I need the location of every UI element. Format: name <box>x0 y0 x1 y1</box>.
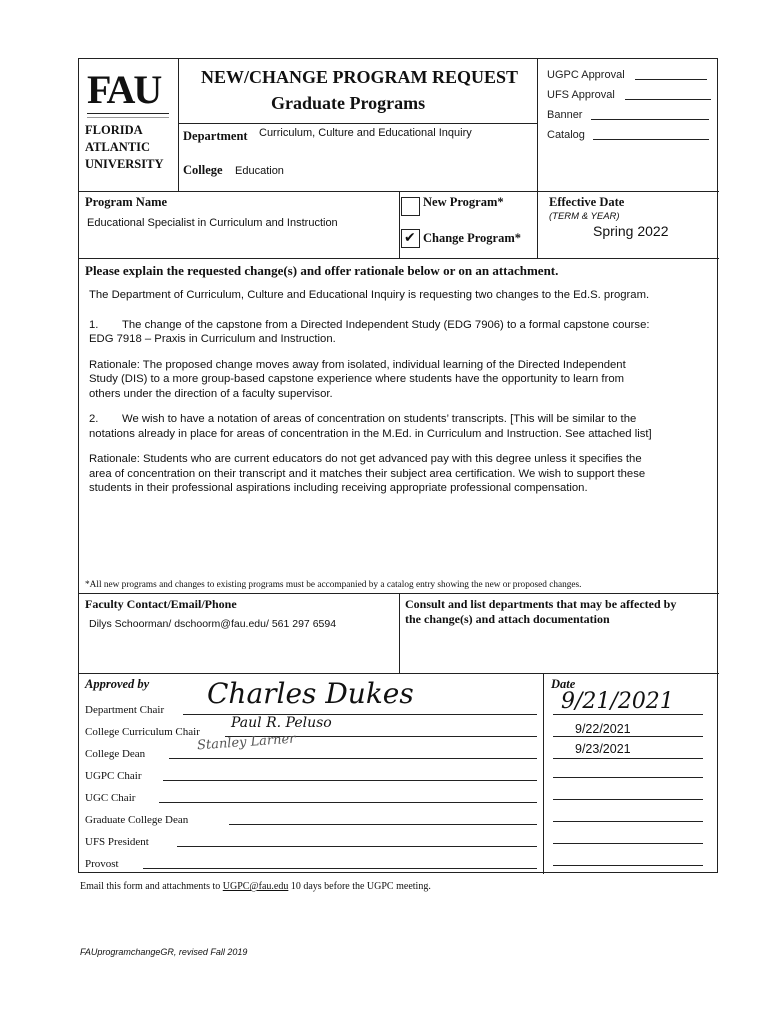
explanation-heading: Please explain the requested change(s) and offer rationale below or on an attachment. <box>85 263 559 278</box>
new-program-label: New Program* <box>423 195 504 209</box>
ufs-approval-field[interactable] <box>625 99 711 100</box>
banner-field[interactable] <box>591 119 709 120</box>
ugpc-approval-field[interactable] <box>635 79 707 80</box>
university-name-line2: ATLANTIC <box>85 140 151 154</box>
form-revision-note: FAUprogramchangeGR, revised Fall 2019 <box>80 947 248 957</box>
fau-logo-text: FAU <box>87 67 161 112</box>
item1-line2: EDG 7918 – Praxis in Curriculum and Instruction. <box>89 333 336 345</box>
program-name-value: Educational Specialist in Curriculum and Instruction <box>87 217 338 229</box>
change-program-label: Change Program* <box>423 231 522 245</box>
rationale1-line1: Rationale: The proposed change moves away from isolated, individual learning of the Directed Independent <box>89 358 626 371</box>
college-curriculum-chair-date: 9/22/2021 <box>575 722 631 736</box>
checkmark-icon: ✔ <box>404 229 416 245</box>
provost-date-line[interactable] <box>553 865 703 866</box>
graduate-college-dean-date-line[interactable] <box>553 821 703 822</box>
program-name-label: Program Name <box>85 195 168 209</box>
effective-date-value: Spring 2022 <box>593 223 669 239</box>
rationale1-line2: Study (DIS) to a more group-based capstone experience where students have the opportunity to learn from <box>89 373 625 385</box>
fau-logo <box>85 69 171 117</box>
college-dean-date-line[interactable] <box>553 758 703 759</box>
rationale2-line1: Rationale: Students who are current educators do not get advanced pay with this degree unless it specifies the <box>89 453 642 465</box>
approved-by-heading: Approved by <box>85 677 150 691</box>
item2-line2: notations already in place for areas of concentration in the M.Ed. in Curriculum and Instruction. See attached list] <box>89 427 652 440</box>
item1-number: 1. <box>89 318 99 331</box>
university-name-line1: FLORIDA <box>85 123 143 137</box>
department-chair-signature: Charles Dukes <box>207 677 414 710</box>
university-name-line3: UNIVERSITY <box>85 157 164 171</box>
ugpc-chair-date-line[interactable] <box>553 777 703 778</box>
form-subtitle: Graduate Programs <box>271 93 426 113</box>
new-program-checkbox[interactable] <box>401 197 420 216</box>
ugpc-email-link[interactable]: UGPC@fau.edu <box>222 881 289 892</box>
rationale2-line2: area of concentration on their transcript and it matches their subject area certification. We wish to support these <box>89 467 646 480</box>
email-suffix: 10 days before the UGPC meeting. <box>290 881 431 892</box>
college-value: Education <box>235 165 284 177</box>
rationale1-line3: others under the direction of a faculty supervisor. <box>89 387 333 400</box>
ugc-chair-signature-line[interactable] <box>159 802 537 803</box>
catalog-field[interactable] <box>593 139 709 140</box>
department-label: Department <box>183 129 248 143</box>
provost-signature-line[interactable] <box>143 868 537 869</box>
college-dean-signature: Stanley Larner <box>196 731 296 754</box>
graduate-college-dean-label: Graduate College Dean <box>85 814 189 826</box>
ufs-approval-label: UFS Approval <box>547 89 615 101</box>
email-prefix: Email this form and attachments to <box>80 881 221 892</box>
college-curriculum-chair-signature: Paul R. Peluso <box>231 715 332 731</box>
provost-label: Provost <box>85 858 119 870</box>
term-year-label: (TERM & YEAR) <box>549 211 620 222</box>
program-request-form <box>78 58 718 873</box>
ugpc-approval-label: UGPC Approval <box>547 69 625 81</box>
catalog-footnote: *All new programs and changes to existing programs must be accompanied by a catalog entry showing the new or proposed changes. <box>85 580 582 590</box>
ugc-chair-date-line[interactable] <box>553 799 703 800</box>
rationale2-line3: students in their professional aspirations including receiving appropriate professional compensation. <box>89 482 588 494</box>
consult-label-line1: Consult and list departments that may be affected by <box>405 597 677 611</box>
department-chair-label: Department Chair <box>85 704 165 716</box>
college-dean-label: College Dean <box>85 748 146 760</box>
college-dean-date: 9/23/2021 <box>575 742 631 756</box>
ugpc-chair-label: UGPC Chair <box>85 770 142 782</box>
banner-label: Banner <box>547 109 583 121</box>
ugc-chair-label: UGC Chair <box>85 792 136 804</box>
department-value: Curriculum, Culture and Educational Inquiry <box>259 127 472 139</box>
graduate-college-dean-signature-line[interactable] <box>229 824 537 825</box>
ufs-president-label: UFS President <box>85 836 149 848</box>
college-label: College <box>183 163 223 177</box>
faculty-contact-value: Dilys Schoorman/ dschoorm@fau.edu/ 561 297 6594 <box>89 618 337 630</box>
faculty-contact-label: Faculty Contact/Email/Phone <box>85 597 237 611</box>
ufs-president-signature-line[interactable] <box>177 846 537 847</box>
ufs-president-date-line[interactable] <box>553 843 703 844</box>
item2-number: 2. <box>89 413 99 425</box>
college-curriculum-chair-date-line[interactable] <box>553 736 703 737</box>
explanation-text <box>89 288 717 496</box>
change-program-checkbox[interactable] <box>401 229 420 248</box>
college-dean-signature-line[interactable] <box>169 758 537 759</box>
consult-label-line2: the change(s) and attach documentation <box>405 612 610 626</box>
department-chair-date: 9/21/2021 <box>561 689 674 714</box>
catalog-label: Catalog <box>547 129 585 141</box>
item1-line1: The change of the capstone from a Directed Independent Study (EDG 7906) to a formal capstone course: <box>122 318 650 331</box>
item2-line1: We wish to have a notation of areas of concentration on students’ transcripts. [This will be similar to the <box>122 413 637 425</box>
department-chair-date-line[interactable] <box>553 714 703 715</box>
college-curriculum-chair-label: College Curriculum Chair <box>85 726 200 738</box>
form-title: NEW/CHANGE PROGRAM REQUEST <box>201 67 519 87</box>
effective-date-label: Effective Date <box>549 195 625 209</box>
email-instructions <box>80 881 431 892</box>
date-heading: Date <box>551 677 576 691</box>
intro-text: The Department of Curriculum, Culture and Educational Inquiry is requesting two changes to the Ed.S. program. <box>89 289 650 301</box>
ugpc-chair-signature-line[interactable] <box>163 780 537 781</box>
